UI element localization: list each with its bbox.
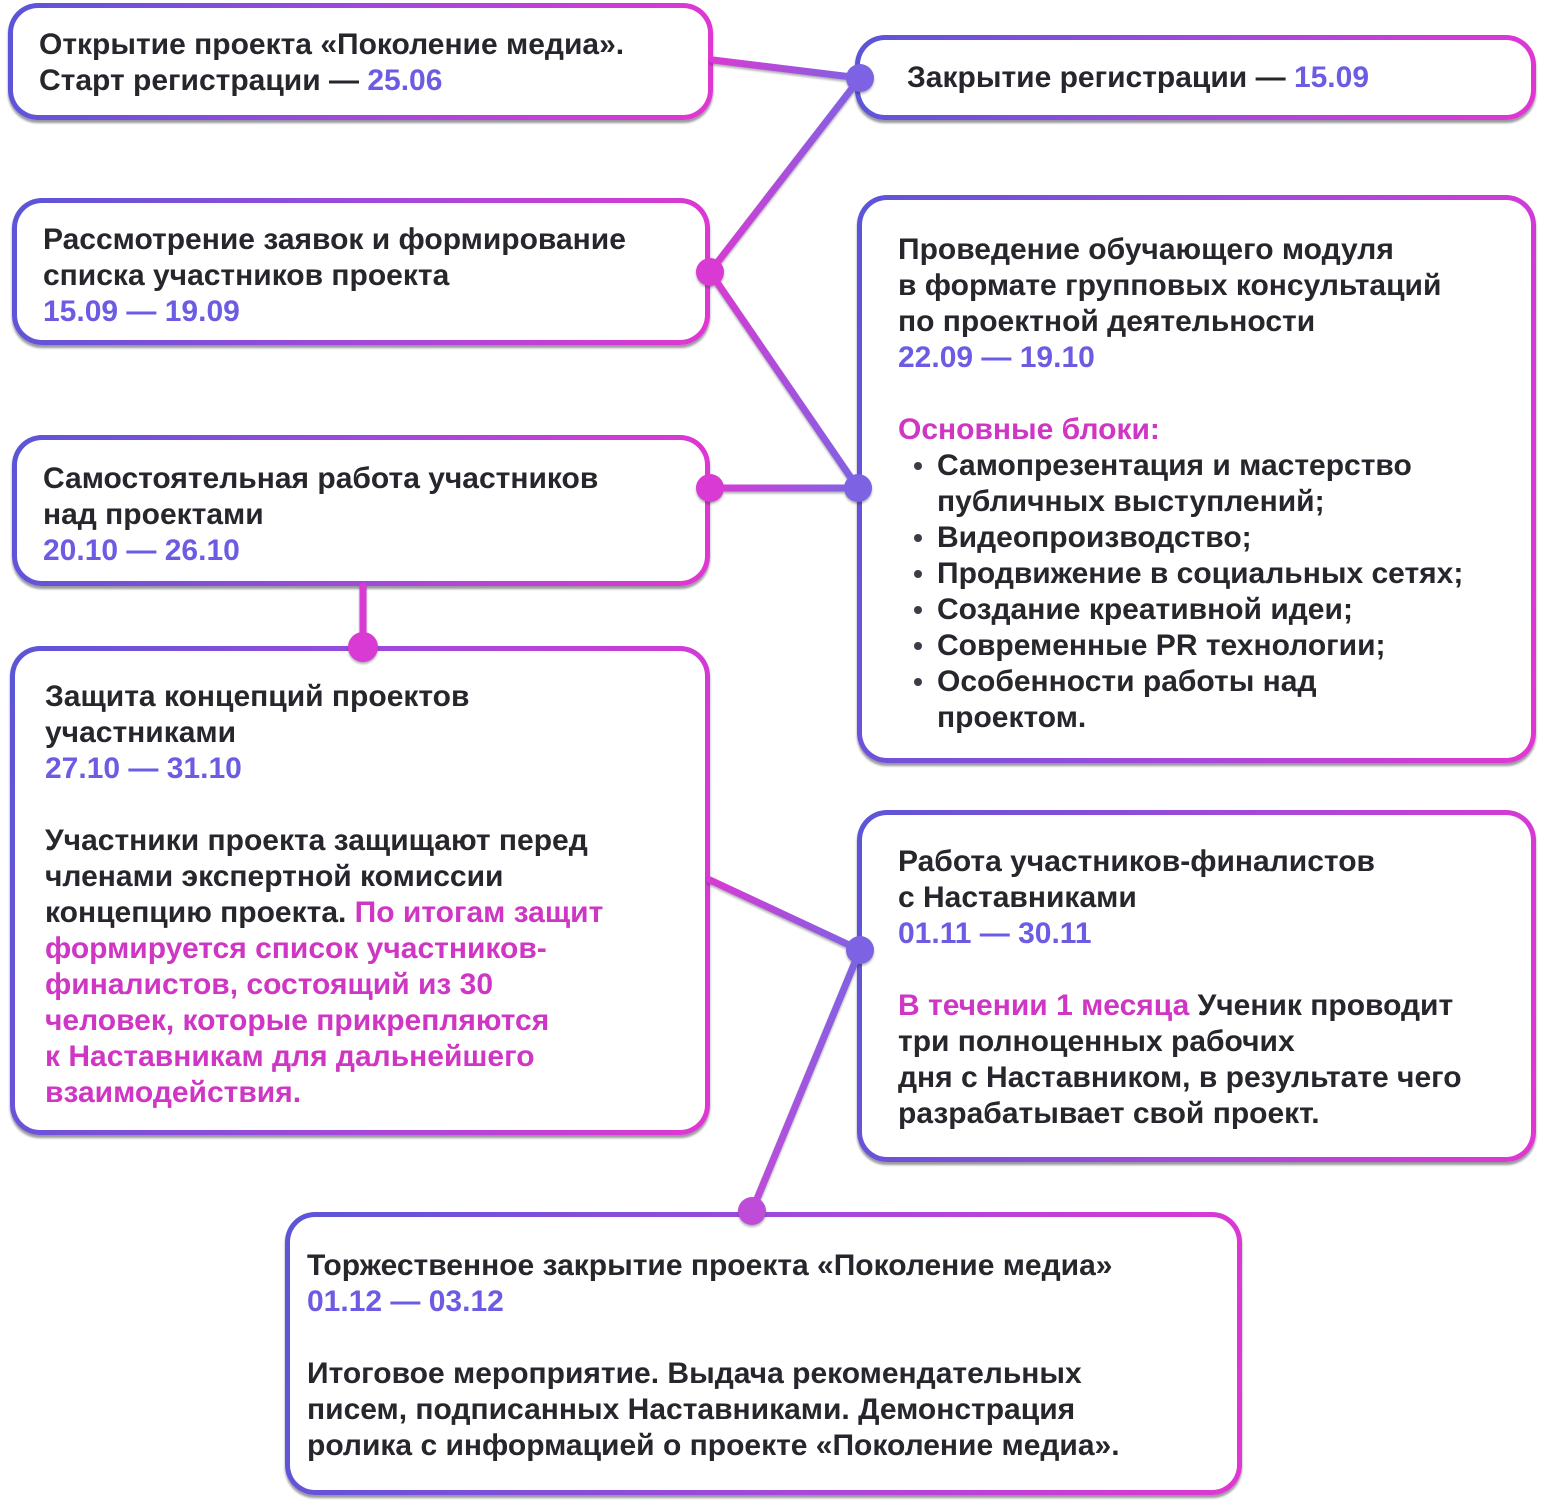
connector-mentors-to-final (752, 950, 860, 1211)
stage-dates: 15.09 — 19.09 (43, 295, 240, 328)
list-item-line: Современные PR технологии; (937, 629, 1386, 662)
list-item-line: Видеопроизводство; (937, 521, 1252, 554)
list-item (937, 664, 1511, 736)
stage-title (907, 60, 1369, 96)
list-item-line: Продвижение в социальных сетях; (937, 557, 1464, 590)
stage-training-card (857, 195, 1536, 763)
stage-mentors-card (857, 810, 1536, 1162)
stage-dates: 01.11 — 30.11 (898, 917, 1092, 950)
stage-title-line: Работа участников-финалистов (898, 845, 1375, 878)
list-item (937, 592, 1511, 628)
title-text: Закрытие регистрации — (907, 60, 1294, 94)
stage-title-line: Проведение обучающего модуля (898, 233, 1394, 266)
stage-opening-content (13, 8, 708, 115)
paragraph-line: взаимодействия. (45, 1076, 302, 1109)
paragraph-line: ролика с информацией о проекте «Поколение медиа». (307, 1429, 1120, 1462)
stage-closing-reg-content (860, 40, 1531, 115)
paragraph-line: писем, подписанных Наставниками. Демонстрация (307, 1393, 1076, 1426)
stage-training-content (862, 200, 1531, 758)
list-item (937, 556, 1511, 592)
stage-title-line: в формате групповых консультаций (898, 269, 1442, 302)
stage-title-line: Защита концепций проектов (45, 680, 470, 713)
list-item-line: публичных выступлений; (937, 485, 1325, 518)
stage-closing-reg-card (855, 35, 1536, 120)
stage-title-line: с Наставниками (898, 881, 1137, 914)
paragraph-text: концепцию проекта. (45, 896, 355, 929)
stage-dates: 20.10 — 26.10 (43, 534, 240, 567)
stage-review-content (17, 203, 705, 340)
stage-title-line: по проектной деятельности (898, 305, 1316, 338)
stage-date: 25.06 (367, 64, 443, 97)
subtitle-text: Старт регистрации — (39, 64, 368, 97)
stage-dates: 22.09 — 19.10 (898, 341, 1095, 374)
stage-selfwork-content (17, 440, 705, 581)
connector-closing-to-review (710, 78, 860, 272)
paragraph-line: членами экспертной комиссии (45, 860, 504, 893)
stage-date: 15.09 (1293, 60, 1370, 94)
stage-title-line: участниками (45, 716, 237, 749)
paragraph-line: Итоговое мероприятие. Выдача рекомендательных (307, 1357, 1082, 1390)
spacer (898, 376, 1511, 412)
list-item-line: Особенности работы над (937, 665, 1317, 698)
stage-review-card (12, 198, 710, 345)
spacer (45, 787, 685, 823)
stage-title: Открытие проекта «Поколение медиа». (39, 28, 625, 61)
stage-title: Торжественное закрытие проекта «Поколение медиа» (307, 1249, 1113, 1282)
paragraph-line: человек, которые прикрепляются (45, 1004, 550, 1037)
paragraph-line: разрабатывает свой проект. (898, 1097, 1320, 1130)
list-item-line: Самопрезентация и мастерство (937, 449, 1412, 482)
paragraph-line: Участники проекта защищают перед (45, 824, 588, 857)
paragraph-highlight: В течении 1 месяца (898, 989, 1198, 1022)
stage-mentors-content (862, 815, 1531, 1157)
paragraph-line (45, 895, 685, 931)
connector-defense-to-mentors (710, 880, 860, 950)
paragraph-line: три полноценных рабочих (898, 1025, 1295, 1058)
paragraph-line: финалистов, состоящий из 30 (45, 968, 494, 1001)
stage-defense-card (10, 646, 710, 1135)
spacer (307, 1320, 1217, 1356)
list-item-line: Создание креативной идеи; (937, 593, 1353, 626)
stage-opening-card (8, 3, 713, 120)
stage-title-line: Рассмотрение заявок и формирование (43, 223, 626, 256)
connector-opening-to-closing (713, 60, 860, 78)
stage-title-line: Самостоятельная работа участников (43, 462, 599, 495)
paragraph-line (898, 988, 1511, 1024)
stage-dates: 27.10 — 31.10 (45, 752, 242, 785)
list-item-line: проектом. (937, 701, 1087, 734)
paragraph-line: дня с Наставником, в результате чего (898, 1061, 1462, 1094)
list-item (937, 628, 1511, 664)
list-item (937, 520, 1511, 556)
stage-title-line: списка участников проекта (43, 259, 450, 292)
list-item (937, 448, 1511, 520)
stage-dates: 01.12 — 03.12 (307, 1285, 504, 1318)
spacer (898, 952, 1511, 988)
stage-selfwork-card (12, 435, 710, 586)
blocks-list (898, 448, 1511, 736)
stage-final-card (285, 1212, 1242, 1495)
stage-final-content (290, 1217, 1237, 1490)
blocks-heading: Основные блоки: (898, 413, 1160, 446)
paragraph-line: формируется список участников- (45, 932, 547, 965)
stage-subtitle (39, 63, 688, 99)
paragraph-text: Ученик проводит (1197, 989, 1454, 1022)
stage-title-line: над проектами (43, 498, 264, 531)
stage-defense-content (15, 651, 705, 1130)
paragraph-line: к Наставникам для дальнейшего (45, 1040, 535, 1073)
paragraph-highlight: По итогам защит (354, 896, 604, 929)
connector-review-to-training (710, 272, 858, 488)
